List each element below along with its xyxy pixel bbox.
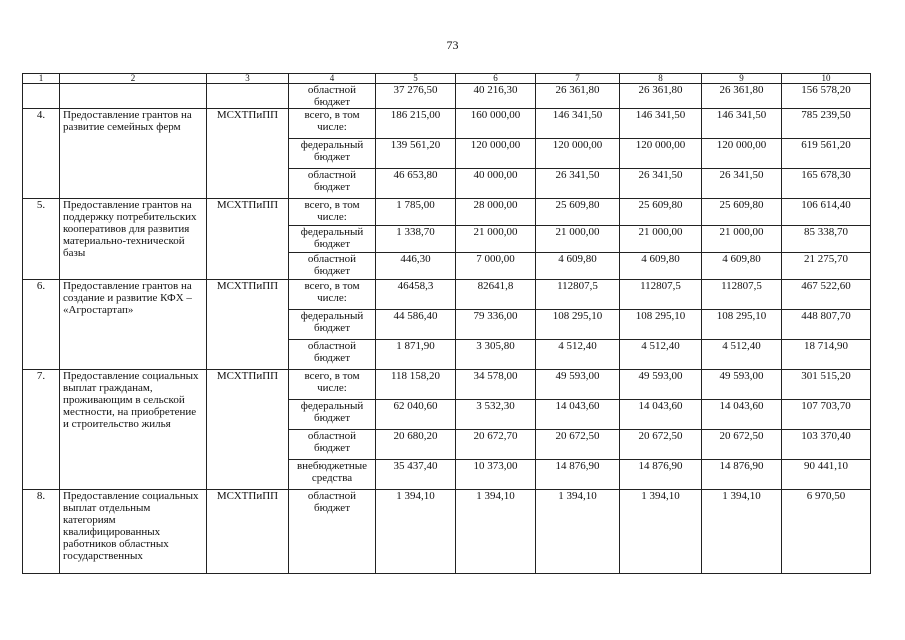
measure-name-cell: Предоставление социальных выплат гражданам, проживающим в сельской местности, на приобретение и строительство жилья	[60, 370, 207, 490]
value-cell: 4 512,40	[620, 340, 702, 370]
value-cell: 4 609,80	[620, 253, 702, 280]
value-cell: 14 876,90	[702, 460, 782, 490]
value-cell: 28 000,00	[456, 199, 536, 226]
column-header-4: 4	[289, 74, 376, 84]
value-cell: 186 215,00	[376, 109, 456, 139]
table-row	[23, 280, 871, 310]
value-cell: 120 000,00	[702, 139, 782, 169]
header-row	[23, 74, 871, 84]
column-header-2: 2	[60, 74, 207, 84]
funding-source-cell: всего, в том числе:	[289, 280, 376, 310]
value-cell: 49 593,00	[536, 370, 620, 400]
executor-cell: МСХТПиПП	[207, 199, 289, 280]
value-cell: 301 515,20	[782, 370, 871, 400]
value-cell: 1 394,10	[456, 490, 536, 574]
value-cell: 26 361,80	[702, 84, 782, 109]
value-cell: 62 040,60	[376, 400, 456, 430]
row-number-cell: 4.	[23, 109, 60, 199]
value-cell: 14 876,90	[536, 460, 620, 490]
value-cell: 40 000,00	[456, 169, 536, 199]
value-cell: 112807,5	[620, 280, 702, 310]
value-cell: 118 158,20	[376, 370, 456, 400]
table-row	[23, 370, 871, 400]
value-cell: 21 275,70	[782, 253, 871, 280]
value-cell: 103 370,40	[782, 430, 871, 460]
value-cell: 90 441,10	[782, 460, 871, 490]
value-cell: 20 672,70	[456, 430, 536, 460]
value-cell: 160 000,00	[456, 109, 536, 139]
value-cell: 108 295,10	[536, 310, 620, 340]
value-cell: 4 512,40	[702, 340, 782, 370]
measure-name-cell	[60, 84, 207, 109]
value-cell: 49 593,00	[620, 370, 702, 400]
executor-cell	[207, 84, 289, 109]
table-row	[23, 490, 871, 574]
value-cell: 46458,3	[376, 280, 456, 310]
value-cell: 25 609,80	[620, 199, 702, 226]
value-cell: 49 593,00	[702, 370, 782, 400]
value-cell: 108 295,10	[702, 310, 782, 340]
funding-source-cell: всего, в том числе:	[289, 109, 376, 139]
measure-name-cell: Предоставление грантов на создание и развитие КФХ – «Агростартап»	[60, 280, 207, 370]
column-header-7: 7	[536, 74, 620, 84]
value-cell: 14 043,60	[536, 400, 620, 430]
value-cell: 10 373,00	[456, 460, 536, 490]
value-cell: 146 341,50	[536, 109, 620, 139]
value-cell: 14 043,60	[620, 400, 702, 430]
funding-source-cell: внебюджетные средства	[289, 460, 376, 490]
value-cell: 14 043,60	[702, 400, 782, 430]
row-number-cell	[23, 84, 60, 109]
value-cell: 34 578,00	[456, 370, 536, 400]
funding-source-cell: федеральный бюджет	[289, 400, 376, 430]
column-header-9: 9	[702, 74, 782, 84]
funding-source-cell: областной бюджет	[289, 340, 376, 370]
value-cell: 21 000,00	[702, 226, 782, 253]
value-cell: 3 305,80	[456, 340, 536, 370]
funding-source-cell: федеральный бюджет	[289, 226, 376, 253]
value-cell: 14 876,90	[620, 460, 702, 490]
value-cell: 165 678,30	[782, 169, 871, 199]
value-cell: 18 714,90	[782, 340, 871, 370]
value-cell: 4 609,80	[702, 253, 782, 280]
table-body	[23, 74, 871, 574]
value-cell: 25 609,80	[702, 199, 782, 226]
row-number-cell: 7.	[23, 370, 60, 490]
value-cell: 79 336,00	[456, 310, 536, 340]
value-cell: 21 000,00	[456, 226, 536, 253]
value-cell: 467 522,60	[782, 280, 871, 310]
column-header-3: 3	[207, 74, 289, 84]
value-cell: 1 338,70	[376, 226, 456, 253]
value-cell: 1 785,00	[376, 199, 456, 226]
value-cell: 20 672,50	[702, 430, 782, 460]
value-cell: 146 341,50	[620, 109, 702, 139]
column-header-1: 1	[23, 74, 60, 84]
row-number-cell: 5.	[23, 199, 60, 280]
value-cell: 40 216,30	[456, 84, 536, 109]
value-cell: 120 000,00	[536, 139, 620, 169]
value-cell: 3 532,30	[456, 400, 536, 430]
value-cell: 446,30	[376, 253, 456, 280]
funding-source-cell: федеральный бюджет	[289, 139, 376, 169]
value-cell: 1 394,10	[536, 490, 620, 574]
value-cell: 1 394,10	[620, 490, 702, 574]
value-cell: 106 614,40	[782, 199, 871, 226]
funding-source-cell: федеральный бюджет	[289, 310, 376, 340]
value-cell: 619 561,20	[782, 139, 871, 169]
value-cell: 4 512,40	[536, 340, 620, 370]
value-cell: 120 000,00	[620, 139, 702, 169]
funding-source-cell: областной бюджет	[289, 169, 376, 199]
row-number-cell: 8.	[23, 490, 60, 574]
value-cell: 4 609,80	[536, 253, 620, 280]
measure-name-cell: Предоставление социальных выплат отдельным категориям квалифицированных работников областных государственных	[60, 490, 207, 574]
value-cell: 1 394,10	[702, 490, 782, 574]
value-cell: 6 970,50	[782, 490, 871, 574]
page-number: 73	[446, 38, 459, 52]
value-cell: 20 672,50	[536, 430, 620, 460]
table-row	[23, 84, 871, 109]
executor-cell: МСХТПиПП	[207, 370, 289, 490]
measure-name-cell: Предоставление грантов на поддержку потребительских кооперативов для развития материально-технической базы	[60, 199, 207, 280]
column-header-10: 10	[782, 74, 871, 84]
value-cell: 7 000,00	[456, 253, 536, 280]
value-cell: 21 000,00	[536, 226, 620, 253]
value-cell: 112807,5	[702, 280, 782, 310]
value-cell: 44 586,40	[376, 310, 456, 340]
value-cell: 37 276,50	[376, 84, 456, 109]
value-cell: 112807,5	[536, 280, 620, 310]
value-cell: 85 338,70	[782, 226, 871, 253]
value-cell: 1 871,90	[376, 340, 456, 370]
column-header-5: 5	[376, 74, 456, 84]
value-cell: 448 807,70	[782, 310, 871, 340]
value-cell: 26 341,50	[620, 169, 702, 199]
value-cell: 35 437,40	[376, 460, 456, 490]
value-cell: 107 703,70	[782, 400, 871, 430]
value-cell: 26 361,80	[536, 84, 620, 109]
row-number-cell: 6.	[23, 280, 60, 370]
value-cell: 21 000,00	[620, 226, 702, 253]
funding-source-cell: областной бюджет	[289, 253, 376, 280]
funding-source-cell: областной бюджет	[289, 84, 376, 109]
value-cell: 146 341,50	[702, 109, 782, 139]
funding-source-cell: областной бюджет	[289, 490, 376, 574]
value-cell: 26 361,80	[620, 84, 702, 109]
value-cell: 26 341,50	[536, 169, 620, 199]
column-header-6: 6	[456, 74, 536, 84]
value-cell: 108 295,10	[620, 310, 702, 340]
table-row	[23, 199, 871, 226]
value-cell: 25 609,80	[536, 199, 620, 226]
executor-cell: МСХТПиПП	[207, 490, 289, 574]
measure-name-cell: Предоставление грантов на развитие семейных ферм	[60, 109, 207, 199]
funding-source-cell: областной бюджет	[289, 430, 376, 460]
value-cell: 139 561,20	[376, 139, 456, 169]
value-cell: 26 341,50	[702, 169, 782, 199]
funding-source-cell: всего, в том числе:	[289, 370, 376, 400]
value-cell: 785 239,50	[782, 109, 871, 139]
funding-source-cell: всего, в том числе:	[289, 199, 376, 226]
column-header-8: 8	[620, 74, 702, 84]
value-cell: 46 653,80	[376, 169, 456, 199]
table-row	[23, 109, 871, 139]
budget-table	[22, 73, 871, 574]
value-cell: 156 578,20	[782, 84, 871, 109]
value-cell: 20 680,20	[376, 430, 456, 460]
value-cell: 82641,8	[456, 280, 536, 310]
executor-cell: МСХТПиПП	[207, 109, 289, 199]
value-cell: 1 394,10	[376, 490, 456, 574]
value-cell: 20 672,50	[620, 430, 702, 460]
value-cell: 120 000,00	[456, 139, 536, 169]
executor-cell: МСХТПиПП	[207, 280, 289, 370]
